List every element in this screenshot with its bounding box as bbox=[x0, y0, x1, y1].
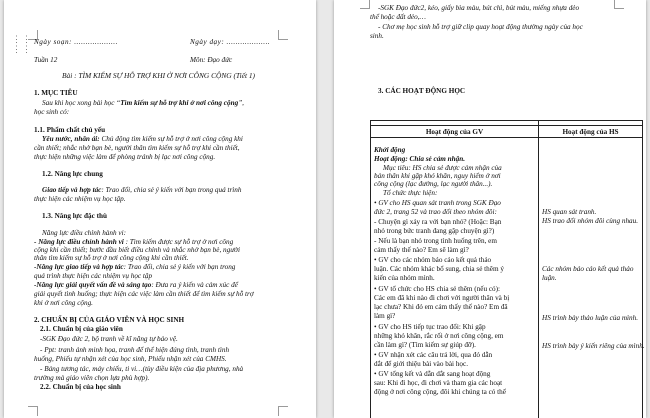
header-date-prepared: Ngày soạn: ................... bbox=[34, 38, 118, 46]
gv-line: luận. Các nhóm khác bổ sung, chia sẻ thêm ý bbox=[374, 265, 504, 273]
document-page-right bbox=[334, 0, 646, 418]
teacher-prep-a: -SGK Đạo đức 2, bộ tranh về kĩ năng tự bảo vệ. bbox=[40, 335, 178, 343]
specific-competence-h: giải quyết tình huống; thực hiện các việc làm cần thiết để tìm kiếm sự hỗ trợ bbox=[34, 290, 254, 298]
qualities-text-1: Yêu nước, nhân ái: Chủ động tìm kiếm sự hỗ trợ ở nơi công cộng khi bbox=[42, 135, 243, 143]
gv-line: làm gì? bbox=[374, 312, 396, 320]
specific-competence-b: - Năng lực điều chỉnh hành vi : Tìm kiếm được sự hỗ trợ ở nơi công bbox=[34, 238, 234, 246]
objectives-intro-2: học sinh có: bbox=[34, 108, 70, 116]
specific-competence-f: quá trình thực hiện các nhiệm vụ học tập bbox=[34, 272, 153, 280]
gv-line: • GV tổ chức cho HS chia sẻ thêm (nếu có): bbox=[374, 285, 501, 293]
specific-competence-g: -Năng lực giải quyết vấn đề và sáng tạo: Đưa ra ý kiến và cảm xúc để bbox=[34, 281, 238, 289]
gv-line: dắt để giới thiệu bài vào bài học. bbox=[374, 360, 469, 368]
heading-teacher-prep: 2.1. Chuẩn bị của giáo viên bbox=[40, 325, 123, 333]
gv-line: Khởi động bbox=[374, 146, 406, 154]
gv-line: sau: Khi đi học, đi chơi và tham gia các hoạt bbox=[374, 379, 503, 387]
hs-line: HS trình bày thảo luận của mình. bbox=[542, 314, 639, 322]
table-row bbox=[371, 138, 643, 418]
general-competence-1: Giao tiếp và hợp tác: Trao đổi, chia sẻ ý kiến với bạn trong quá trình bbox=[42, 186, 242, 194]
gv-line: cần làm gì? (Tìm kiếm sự giúp đỡ). bbox=[374, 341, 476, 349]
section-objectives: 1. MỤC TIÊU bbox=[34, 89, 78, 97]
teacher-prep-b: - Ppt: tranh ảnh minh họa, tranh để thể hiện đúng tình, tranh tình bbox=[40, 346, 230, 354]
activities-table bbox=[370, 120, 643, 418]
gv-line: kiến của nhóm mình. bbox=[374, 274, 435, 282]
hs-line: HS trình bày ý kiến riêng của mình. bbox=[542, 342, 645, 350]
margin-corner-mark bbox=[278, 406, 288, 416]
gv-line: - Nếu là bạn nhỏ trong tình huống trên, em bbox=[374, 237, 497, 245]
section-activities: 3. CÁC HOẠT ĐỘNG HỌC bbox=[378, 87, 466, 95]
gv-line: những khó khăn, rắc rối ở nơi công cộng, em bbox=[374, 332, 504, 340]
margin-corner-mark bbox=[278, 30, 288, 40]
header-date-taught: Ngày dạy: ................... bbox=[190, 38, 271, 46]
specific-competence-i: khi ở nơi công cộng. bbox=[34, 299, 93, 307]
hs-line: HS quan sát tranh. bbox=[542, 208, 597, 216]
week-label: Tuần 12 bbox=[34, 56, 58, 64]
materials-line-2: thể hoặc đất dẻo,… bbox=[370, 13, 426, 21]
table-header-row bbox=[371, 126, 643, 138]
gv-line: Hoạt động: Chia sẻ cảm nhận. bbox=[374, 155, 466, 163]
teacher-activity-cell bbox=[371, 138, 538, 418]
hs-line: luận. bbox=[542, 274, 557, 282]
gv-line: - Chuyện gì xảy ra với bạn nhỏ? (Hoặc: Bạn bbox=[374, 218, 502, 226]
gv-line: cảm thấy thế nào? Em sẽ làm gì? bbox=[374, 246, 469, 254]
gv-line: • GV cho các nhóm báo cáo kết quả thảo bbox=[374, 256, 492, 264]
materials-line-3: - Chơ mẹ học sinh hỗ trợ giữ clip quay hoạt động thường ngày của học bbox=[378, 23, 583, 31]
materials-line-4: sinh. bbox=[370, 32, 384, 40]
gv-line: động ở nơi công cộng, đôi khi chúng ta có thể bbox=[374, 388, 506, 396]
heading-specific-competence: 1.3. Năng lực đặc thù bbox=[42, 212, 108, 220]
heading-qualities: 1.1. Phẩm chất chủ yếu bbox=[34, 126, 106, 134]
student-activity-cell bbox=[539, 138, 645, 418]
gv-line: • GV cho HS tiếp tục trao đổi: Khi gặp bbox=[374, 323, 486, 331]
objectives-intro: Sau khi học xong bài học “Tìm kiếm sự hỗ trợ khi ở nơi công cộng”, bbox=[42, 99, 244, 107]
teacher-prep-d: - Bảng tương tác, máy chiếu, ti vi…(tùy điều kiện của địa phương, nhà bbox=[40, 365, 244, 373]
specific-competence-a: Năng lực điều chỉnh hành vi: bbox=[42, 229, 126, 237]
gv-line: • GV cho HS quan sát tranh trong SGK Đạo bbox=[374, 199, 501, 207]
specific-competence-e: -Năng lực giao tiếp và hợp tác: Trao đổi, chia sẻ ý kiến với bạn trong bbox=[34, 263, 236, 271]
specific-competence-c: cộng khi cần thiết; bước đầu biết điều chỉnh và nhắc nhở bạn bè, người bbox=[34, 246, 240, 254]
teacher-prep-e: trường mà giáo viên chọn lựa phù hợp). bbox=[34, 374, 150, 382]
header-teacher-activity: Hoạt động của GV bbox=[371, 126, 539, 138]
document-page-left bbox=[4, 0, 316, 418]
materials-line-1: -SGK Đạo đức2, kéo, giấy bìa màu, bút chì, bút màu, miếng nhựa dẻo bbox=[378, 4, 580, 12]
gv-line: công cộng (lạc đường, lạc người thân...). bbox=[374, 180, 493, 188]
gv-line: đức 2, trang 52 và trao đổi theo nhóm đôi: bbox=[374, 208, 497, 216]
gv-line: nhỏ trong bức tranh đang gặp chuyện gì?) bbox=[374, 227, 495, 235]
gv-line: Mục tiêu: HS chia sẻ được cảm nhận của bbox=[383, 164, 502, 172]
qualities-text-3: thực hiện những việc làm để phòng tránh bị lạc nơi công cộng. bbox=[34, 153, 216, 161]
hs-line: Các nhóm báo cáo kết quả thảo bbox=[542, 265, 634, 273]
gv-line: • GV nhận xét các câu trả lời, qua đó dẫn bbox=[374, 351, 493, 359]
drag-handle-icon[interactable]: ⋮⋮ ⋮⋮ bbox=[12, 34, 32, 54]
heading-student-prep: 2.2. Chuẩn bị của học sinh bbox=[40, 383, 121, 391]
specific-competence-d: thân tìm kiếm sự hỗ trợ ở nơi công cộng khi cần thiết. bbox=[34, 254, 189, 262]
gv-line: • GV tổng kết và dẫn dắt sang hoạt động bbox=[374, 370, 491, 378]
gv-line: lạc chưa? Khi đó em cảm thấy thế nào? Em đã bbox=[374, 303, 508, 311]
margin-corner-mark bbox=[360, 0, 370, 9]
general-competence-2: thực hiện các nhiệm vụ học tập. bbox=[34, 195, 126, 203]
gv-line: Tổ chức thực hiện: bbox=[383, 189, 438, 197]
margin-corner-mark bbox=[614, 0, 624, 9]
heading-general-competence: 1.2. Năng lực chung bbox=[42, 170, 103, 178]
lesson-title: Bài : TÌM KIẾM SỰ HỖ TRỢ KHI Ở NƠI CÔNG CỘNG (Tiết 1) bbox=[62, 71, 256, 80]
subject-label: Môn: Đạo đức bbox=[190, 56, 233, 64]
gv-line: Các em đã khi nào đi chơi với người thân và bị bbox=[374, 294, 510, 302]
section-preparation: 2. CHUẨN BỊ CỦA GIÁO VIÊN VÀ HỌC SINH bbox=[34, 316, 185, 324]
margin-corner-mark bbox=[28, 406, 38, 416]
hs-line: HS trao đổi nhóm đôi cùng nhau. bbox=[542, 217, 639, 225]
gv-line: bản thân khi gặp khó khăn, nguy hiểm ở nơi bbox=[374, 172, 501, 180]
teacher-prep-c: huống, Phiếu tự nhận xét của học sinh, Phiếu nhận xét của CMHS. bbox=[34, 355, 227, 363]
header-student-activity: Hoạt động của HS bbox=[539, 126, 643, 138]
qualities-text-2: cần thiết; nhắc nhở bạn bè, người thân tìm kiếm sự hỗ trợ khi cần thiết, bbox=[34, 144, 240, 152]
